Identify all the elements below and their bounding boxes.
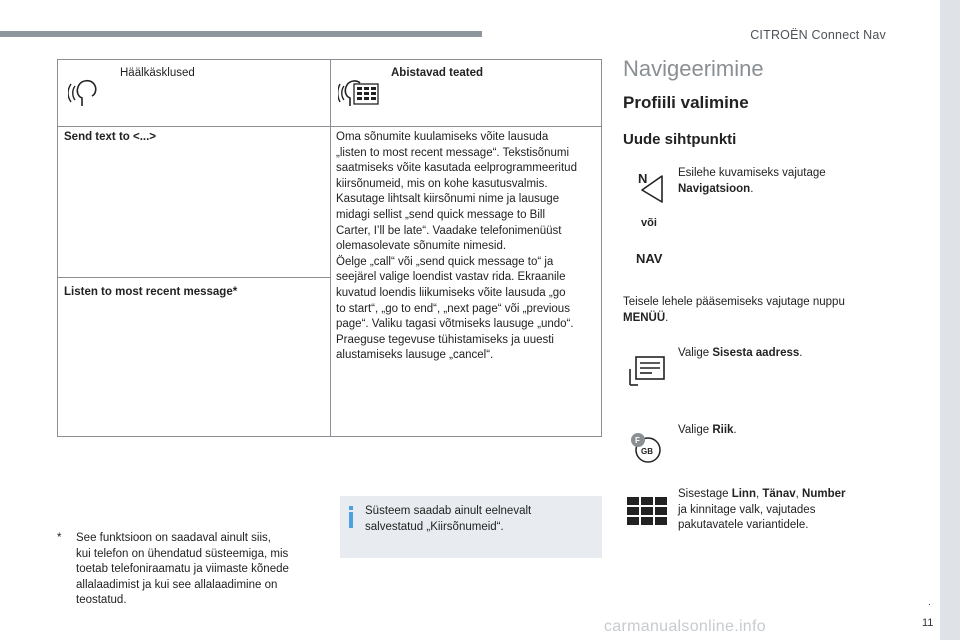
icon-letter-n: N — [638, 171, 648, 186]
row-label-send-text: Send text to <...> — [64, 131, 157, 143]
table-divider-vertical — [330, 60, 331, 437]
table-header-voice-commands: Häälkäsklused — [120, 67, 195, 79]
table-divider-row — [58, 277, 330, 278]
header-brand: CITROËN Connect Nav — [750, 28, 886, 42]
info-note — [340, 496, 602, 558]
help-line: Praeguse tegevuse tühistamiseks ja uuesti — [336, 333, 554, 346]
country-flag-icon — [628, 430, 668, 464]
help-line: page“. Valiku tagasi võtmiseks lausuge „undo“. — [336, 318, 574, 331]
step-enter-city-street: Sisestage Linn, Tänav, Number ja kinnitage valk, vajutades pakutavatele variantidele. — [678, 488, 846, 532]
help-message-text — [336, 130, 598, 364]
footnote-line: kui telefon on ühendatud süsteemiga, mis — [76, 547, 289, 560]
footnote — [57, 531, 312, 609]
help-line: seejärel valige loendist vastav rida. Ekraanile — [336, 271, 566, 284]
help-line: Kasutage lihtsalt kiirsõnumi nime ja lausuge — [336, 193, 560, 206]
step-enter-address: Valige Sisesta aadress. — [678, 347, 803, 359]
step-select-country: Valige Riik. — [678, 424, 737, 436]
footnote-line: See funktsioon on saadaval ainult siis, — [76, 532, 271, 544]
enter-address-icon — [628, 355, 668, 387]
help-line: to start“, „go to end“, „next page“ või „previous — [336, 302, 570, 315]
voice-command-icon — [68, 76, 104, 108]
table-header-help-messages: Abistavad teated — [391, 67, 484, 79]
footnote-marker: * — [57, 532, 62, 544]
help-line: saatmiseks võite kasutada eelprogrammeeritud — [336, 162, 577, 175]
header-rule — [0, 31, 482, 37]
step-open-navigation: Esilehe kuvamiseks vajutage Navigatsioon. — [678, 167, 826, 195]
subsection-title: Uude sihtpunkti — [623, 131, 737, 148]
menu-instruction: Teisele lehele pääsemiseks vajutage nuppu MENÜÜ. — [623, 296, 845, 324]
help-line: kuvatud loendis liikumiseks võite lausuda „go — [336, 286, 566, 299]
section-title: Navigeerimine — [623, 56, 764, 81]
voice-keypad-icon — [338, 74, 382, 108]
help-line: „listen to most recent message“. Tekstisõnumi — [336, 146, 570, 159]
help-line: Öelge „call“ või „send quick message to“ ja — [336, 255, 554, 268]
table-divider-header — [58, 126, 601, 127]
keyboard-grid-icon — [627, 497, 669, 527]
help-line: kiirsõnumeid, mis on kohe kasutusvalmis. — [336, 177, 548, 190]
footnote-line: allalaadimist ja kui see allalaadimine on — [76, 578, 278, 591]
help-line: midagi sellist „send quick message to Bill — [336, 208, 546, 221]
section-subtitle: Profiili valimine — [623, 93, 749, 112]
footnote-line: toetab telefoniraamatu ja viimaste kõnede — [76, 563, 289, 576]
flag-code: GB — [641, 447, 653, 456]
navigation-arrow-icon — [636, 170, 666, 204]
help-line: olemasolevate sõnumite nimesid. — [336, 240, 507, 253]
watermark: carmanualsonline.info — [604, 618, 766, 635]
info-icon — [347, 506, 355, 528]
help-line: Oma sõnumite kuulamiseks võite lausuda — [336, 131, 549, 143]
help-line: alustamiseks lausuge „cancel“. — [336, 349, 494, 362]
nav-button-label: NAV — [636, 251, 663, 266]
or-label: või — [641, 217, 657, 229]
voice-command-table — [57, 59, 602, 437]
footnote-line: teostatud. — [76, 594, 127, 607]
row-label-listen-message: Listen to most recent message* — [64, 286, 238, 298]
info-line: Süsteem saadab ainult eelnevalt — [365, 505, 532, 517]
page-number: 11 — [922, 617, 934, 629]
page-dots: . — [928, 597, 931, 608]
page-edge-strip — [940, 0, 960, 640]
info-line: salvestatud „Kiirsõnumeid“. — [365, 520, 504, 533]
help-line: Carter, I’ll be late“. Vaadake telefonimenüüst — [336, 224, 562, 237]
flag-letter: F — [635, 436, 640, 445]
